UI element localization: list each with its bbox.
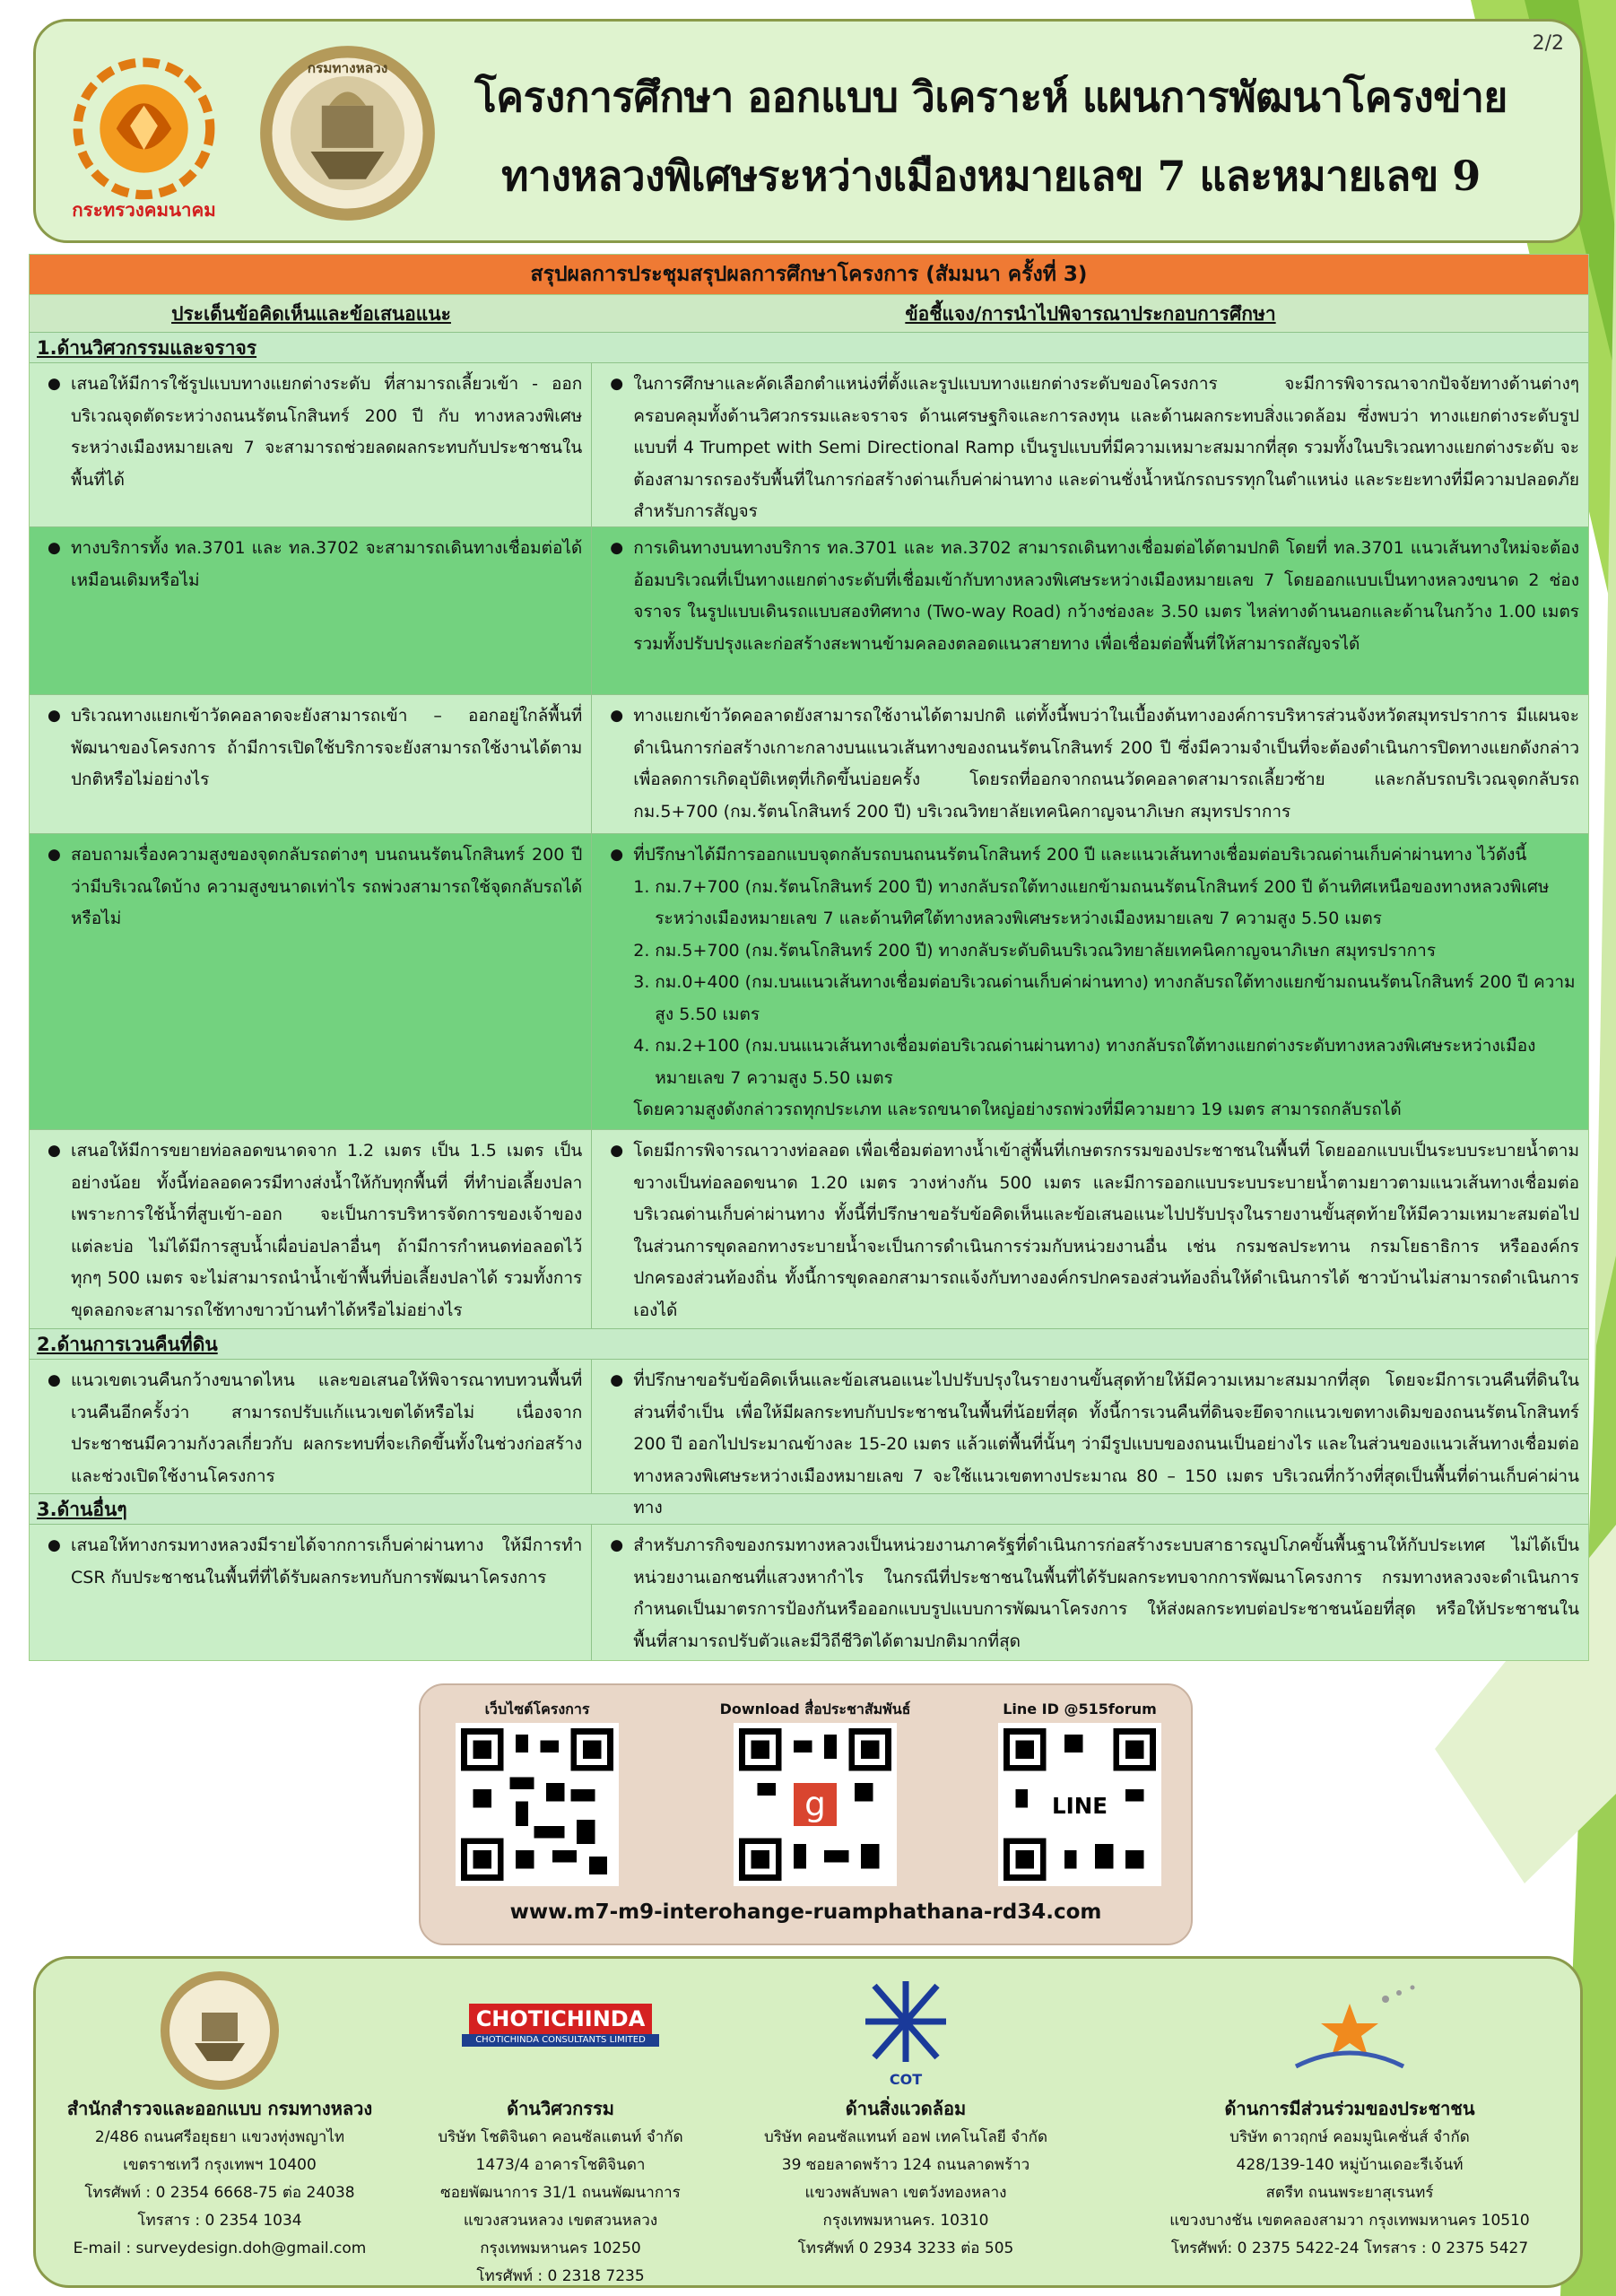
contact-line: บริษัท คอนซัลแทนท์ ออฟ เทคโนโลยี จำกัด	[763, 2128, 1048, 2146]
header-banner	[33, 19, 1583, 243]
contact-line: โทรศัพท์ : 0 2354 6668-75 ต่อ 24038	[84, 2184, 355, 2202]
contact-email[interactable]: E-mail : surveydesign.doh@gmail.com	[73, 2239, 367, 2257]
doh-emblem-icon	[256, 41, 439, 229]
ministry-emblem-label: กระทรวงคมนาคม	[72, 198, 216, 221]
response-text: ● ทางแยกเข้าวัดคอลาดยังสามารถใช้งานได้ตามปกติ แต่ทั้งนี้พบว่าในเบื้องต้นทางองค์การบริหารส่วนจังหวัดสมุทรปราการ มีแผนจะดำเนินการก่อสร้างเกาะกลางบนแนวเส้นทางของถนนรัตนโกสินทร์ 200 ปี ซึ่งมีความจำเป็นที่จะต้องดำเนินการปิดทางแยกดังกล่าว เพื่อลดการเกิดอุบัติเหตุที่เกิดขึ้นบ่อยครั้ง โดยรถที่ออกจากถนนวัดคอลาดสามารถเลี้ยวซ้าย และกลับรถบริเวณจุดกลับรถ กม.5+700 (กม.รัตนโกสินทร์ 200 ปี) บริเวณวิทยาลัยเทคนิคกาญจนาภิเษก สมุทรปราการ	[603, 700, 1579, 828]
qr-line-label: Line ID @515forum	[1003, 1700, 1157, 1718]
contact-doh-name: สำนักสำรวจและออกแบบ กรมทางหลวง	[66, 2098, 373, 2119]
contact-participation	[1130, 1968, 1569, 2263]
contact-engineering-title: ด้านวิศวกรรม	[507, 2098, 614, 2119]
contact-participation-title: ด้านการมีส่วนร่วมของประชาชน	[1224, 2098, 1475, 2119]
list-item: 2. กม.5+700 (กม.รัตนโกสินทร์ 200 ปี) ทางกลับระดับดินบริเวณวิทยาลัยเทคนิคกาญจนาภิเษก สมุทรปราการ	[633, 940, 1437, 961]
contact-line: แขวงพลับพลา เขตวังทองหลาง	[804, 2184, 1007, 2202]
comment-text: ● เสนอให้มีการขยายท่อลอดขนาดจาก 1.2 เมตร เป็น 1.5 เมตร เป็นอย่างน้อย ทั้งนี้ท่อลอดควรมีทางส่งน้ำให้กับทุกพื้นที่ ที่ทำบ่อเลี้ยงปลา เพราะการใช้น้ำที่สูบเข้า-ออก จะเป็นการบริหารจัดการของเจ้าของแต่ละบ่อ ไม่ได้มีการสูบน้ำเผื่อบ่อปลาอื่นๆ ถ้ามีการกำหนดท่อลอดไว้ทุกๆ 500 เมตร จะไม่สามารถนำน้ำเข้าพื้นที่บ่อเลี้ยงปลาได้ รวมทั้งการขุดลอกจะสามารถใช้ทางขาวบ้านทำได้หรือไม่อย่างไร	[40, 1135, 582, 1326]
contact-doh	[54, 1968, 386, 2263]
section-engineering-title: 1.ด้านวิศวกรรมและจราจร	[30, 332, 1588, 362]
daoruek-logo-icon	[1130, 1968, 1569, 2093]
doh-footer-emblem-icon	[54, 1968, 386, 2093]
contact-line: 428/139-140 หมู่บ้านเดอะรีเจ้นท์	[1236, 2156, 1464, 2174]
contact-line: กรุงเทพมหานคร. 10310	[822, 2212, 989, 2230]
qr-download-label: Download สื่อประชาสัมพันธ์	[719, 1700, 911, 1718]
comment-text: ● ทางบริการทั้ง ทล.3701 และ ทล.3702 จะสามารถเดินทางเชื่อมต่อได้เหมือนเดิมหรือไม่	[40, 533, 582, 596]
cot-logo-text: COT	[889, 2071, 923, 2088]
qr-code-icon	[456, 1723, 619, 1886]
table-title: สรุปผลการประชุมสรุปผลการศึกษาโครงการ (สัมมนา ครั้งที่ 3)	[30, 255, 1588, 294]
page-title	[421, 57, 1560, 215]
contact-line: 2/486 ถนนศรีอยุธยา แขวงทุ่งพญาไท	[94, 2128, 345, 2146]
qr-line[interactable]	[990, 1696, 1169, 1886]
qr-website[interactable]	[447, 1696, 627, 1886]
table-row	[30, 694, 1588, 833]
table-row	[30, 1524, 1588, 1660]
list-item: 4. กม.2+100 (กม.บนแนวเส้นทางเชื่อมต่อบริเวณด่านผ่านทาง) ทางกลับรถใต้ทางแยกต่างระดับทางหลวงพิเศษระหว่างเมืองหมายเลข 7 ความสูง 5.50 เมตร	[633, 1036, 1536, 1088]
ministry-emblem-icon	[52, 41, 236, 229]
chotichinda-logo	[413, 1968, 708, 2093]
response-text: ● ที่ปรึกษาขอรับข้อคิดเห็นและข้อเสนอแนะไปปรับปรุงในรายงานขั้นสุดท้ายให้มีความเหมาะสมมากที่สุด โดยจะมีการเวนคืนที่ดินในส่วนที่จำเป็น เพื่อให้มีผลกระทบกับประชาชนในพื้นที่น้อยที่สุด ทั้งนี้การเวนคืนที่ดินจะยึดจากแนวเขตทางเดิมของถนนรัตนโกสินทร์ 200 ปี ออกไปประมาณข้างละ 15-20 เมตร แล้วแต่พื้นที่นั้นๆ ว่ามีรูปแบบของถนนเป็นอย่างไร และในส่วนของแนวเส้นทางเชื่อมต่อทางหลวงพิเศษระหว่างเมืองหมายเลข 7 จะใช้แนวเขตทางประมาณ 80 – 150 เมตร บริเวณที่กว้างที่สุดเป็นพื้นที่ด่านเก็บค่าผ่านทาง	[603, 1365, 1579, 1525]
summary-table	[29, 254, 1589, 1661]
comment-text: ● แนวเขตเวนคืนกว้างขนาดไหน และขอเสนอให้พิจารณาทบทวนพื้นที่เวนคืนอีกครั้งว่า สามารถปรับแก้แนวเขตได้หรือไม่ เนื่องจากประชาชนมีความกังวลเกี่ยวกับ ผลกระทบที่จะเกิดขึ้นทั้งในช่วงก่อสร้างและช่วงเปิดใช้งานโครงการ	[40, 1365, 582, 1492]
page-number: 2/2	[1532, 32, 1564, 55]
table-row	[30, 833, 1588, 1129]
comment-text: ● เสนอให้มีการใช้รูปแบบทางแยกต่างระดับ ที่สามารถเลี้ยวเข้า - ออก บริเวณจุดตัดระหว่างถนนรัตนโกสินทร์ 200 ปี กับ ทางหลวงพิเศษระหว่างเมืองหมายเลข 7 จะสามารถช่วยลดผลกระทบกับประชาชนในพื้นที่ได้	[40, 369, 582, 496]
response-footer: โดยความสูงดังกล่าวรถทุกประเภท และรถขนาดใหญ่อย่างรถพ่วงที่มีความยาว 19 เมตร สามารถกลับรถได้	[633, 1100, 1402, 1119]
list-item: 3. กม.0+400 (กม.บนแนวเส้นทางเชื่อมต่อบริเวณด่านเก็บค่าผ่านทาง) ทางกลับรถใต้ทางแยกข้ามถนนรัตนโกสินทร์ 200 ปี ความสูง 5.50 เมตร	[633, 972, 1576, 1024]
contact-line: โทรสาร : 0 2354 1034	[137, 2212, 302, 2230]
contact-line: โทรศัพท์ : 0 2318 7235	[476, 2267, 645, 2285]
contact-line: กรุงเทพมหานคร 10250	[480, 2239, 641, 2257]
contact-line: แขวงบางชัน เขตคลองสามวา กรุงเทพมหานคร 10510	[1169, 2212, 1530, 2230]
table-row	[30, 362, 1588, 526]
section-other-title: 3.ด้านอื่นๆ	[30, 1493, 1588, 1524]
response-text: ● การเดินทางบนทางบริการ ทล.3701 และ ทล.3702 สามารถเดินทางเชื่อมต่อได้ตามปกติ โดยที่ ทล.3701 แนวเส้นทางใหม่จะต้องอ้อมบริเวณที่เป็นทางแยกต่างระดับที่เชื่อมเข้ากับทางหลวงพิเศษระหว่างเมืองหมายเลข 7 โดยออกแบบเป็นทางหลวงขนาด 2 ช่องจราจร ในรูปแบบเดินรถแบบสองทิศทาง (Two-way Road) กว้างช่องละ 3.50 เมตร ไหล่ทางด้านนอกและด้านในกว้าง 1.00 เมตร รวมทั้งปรับปรุงและก่อสร้างสะพานข้ามคลองตลอดแนวสายทาง เพื่อเชื่อมต่อพื้นที่ให้สามารถสัญจรได้	[603, 533, 1579, 660]
comment-text: ● บริเวณทางแยกเข้าวัดคอลาดจะยังสามารถเข้า – ออกอยู่ใกล้พื้นที่พัฒนาของโครงการ ถ้ามีการเปิดใช้บริการจะยังสามารถใช้งานได้ตามปกติหรือไม่อย่างไร	[40, 700, 582, 796]
contact-line: บริษัท ดาวฤกษ์ คอมมูนิเคชั่นส์ จำกัด	[1229, 2128, 1470, 2146]
comment-text: ● สอบถามเรื่องความสูงของจุดกลับรถต่างๆ บนถนนรัตนโกสินทร์ 200 ปี ว่ามีบริเวณใดบ้าง ความสูงขนาดเท่าไร รถพ่วงสามารถใช้จุดกลับรถได้หรือไม่	[40, 839, 582, 935]
cot-logo-icon	[731, 1968, 1081, 2093]
footer-contacts	[33, 1956, 1583, 2288]
response-text: ● โดยมีการพิจารณาวางท่อลอด เพื่อเชื่อมต่อทางน้ำเข้าสู่พื้นที่เกษตรกรรมของประชาชนในพื้นที่ โดยออกแบบเป็นระบบระบายน้ำตามขวางเป็นท่อลอดขนาด 1.20 เมตร วางห่างกัน 500 เมตร และมีการออกแบบระบบระบายน้ำตามยาวตามแนวเส้นทางเชื่อมต่อบริเวณด่านเก็บค่าผ่านทาง ทั้งนี้ที่ปรึกษาขอรับข้อคิดเห็นและข้อเสนอแนะไปปรับปรุงในรายงานขั้นสุดท้ายให้มีความเหมาะสมต่อไป ในส่วนการขุดลอกทางระบายน้ำจะเป็นการดำเนินการร่วมกับหน่วยงานอื่น เช่น กรมชลประทาน กรมโยธาธิการ หรือองค์กรปกครองส่วนท้องถิ่น ทั้งนี้การขุดลอกสามารถแจ้งกับทางองค์กรปกครองส่วนท้องถิ่นให้ดำเนินการได้ ชาวบ้านไม่สามารถดำเนินการเองได้	[603, 1135, 1579, 1326]
contact-line: เขตราชเทวี กรุงเทพฯ 10400	[123, 2156, 317, 2174]
line-badge-text: LINE	[1052, 1793, 1108, 1820]
column-header-comments: ประเด็นข้อคิดเห็นและข้อเสนอแนะ	[171, 303, 451, 325]
list-item: 1. กม.7+700 (กม.รัตนโกสินทร์ 200 ปี) ทางกลับรถใต้ทางแยกข้ามถนนรัตนโกสินทร์ 200 ปี ด้านทิศเหนือของทางหลวงพิเศษระหว่างเมืองหมายเลข 7 และด้านทิศใต้ทางหลวงพิเศษระหว่างเมืองหมายเลข 7 ความสูง 5.50 เมตร	[633, 876, 1550, 928]
contact-line: บริษัท โชติจินดา คอนซัลแตนท์ จำกัด	[438, 2128, 683, 2146]
svg-text:g: g	[804, 1784, 826, 1824]
contact-environment-title: ด้านสิ่งแวดล้อม	[845, 2098, 967, 2119]
qr-code-line-icon	[998, 1723, 1161, 1886]
contact-line: แขวงสวนหลวง เขตสวนหลวง	[463, 2212, 658, 2230]
qr-website-label: เว็บไซต์โครงการ	[484, 1700, 590, 1718]
qr-code-google-plus-icon	[734, 1723, 897, 1886]
chotichinda-logo-text: CHOTICHINDA	[469, 2004, 653, 2034]
section-land-title: 2.ด้านการเวนคืนที่ดิน	[30, 1328, 1588, 1359]
table-row	[30, 526, 1588, 694]
contact-engineering	[413, 1968, 708, 2291]
response-text: ● สำหรับภารกิจของกรมทางหลวงเป็นหน่วยงานภาครัฐที่ดำเนินการก่อสร้างระบบสาธารณูปโภคขั้นพื้นฐานให้กับประเทศ ไม่ได้เป็นหน่วยงานเอกชนที่แสวงหากำไร ในกรณีที่ประชาชนในพื้นที่ได้รับผลกระทบจากการพัฒนาโครงการ กรมทางหลวงจะดำเนินการกำหนดเป็นมาตรการป้องกันหรือออกแบบรูปแบบการพัฒนาโครงการ ให้ส่งผลกระทบต่อประชาชนน้อยที่สุด หรือให้ประชาชนในพื้นที่สามารถปรับตัวและมีวิถีชีวิตได้ตามปกติมากที่สุด	[603, 1530, 1579, 1657]
contact-line: ซอยพัฒนาการ 31/1 ถนนพัฒนาการ	[440, 2184, 681, 2202]
contact-line: โทรศัพท์: 0 2375 5422-24 โทรสาร : 0 2375 5427	[1170, 2239, 1529, 2257]
comment-text: ● เสนอให้ทางกรมทางหลวงมีรายได้จากการเก็บค่าผ่านทาง ให้มีการทำ CSR กับประชาชนในพื้นที่ที่ได้รับผลกระทบกับการพัฒนาโครงการ	[40, 1530, 582, 1594]
contact-line: 39 ซอยลาดพร้าว 124 ถนนลาดพร้าว	[781, 2156, 1030, 2174]
table-row	[30, 1129, 1588, 1328]
contact-line: โทรศัพท์ 0 2934 3233 ต่อ 505	[797, 2239, 1014, 2257]
contact-environment	[731, 1968, 1081, 2263]
doh-emblem-label: กรมทางหลวง	[307, 59, 388, 76]
qr-code-panel	[419, 1683, 1193, 1945]
contact-line: สตรีท ถนนพระยาสุเรนทร์	[1265, 2184, 1434, 2202]
response-text: ● ในการศึกษาและคัดเลือกตำแหน่งที่ตั้งและรูปแบบทางแยกต่างระดับของโครงการ จะมีการพิจารณาจากปัจจัยทางด้านต่างๆ ครอบคลุมทั้งด้านวิศวกรรมและจราจร ด้านเศรษฐกิจและการลงทุน และด้านผลกระทบสิ่งแวดล้อม ซึ่งพบว่า ทางแยกต่างระดับรูปแบบที่ 4 Trumpet with Semi Directional Ramp เป็นรูปแบบที่มีความเหมาะสมมากที่สุด รวมทั้งในบริเวณทางแยกต่างระดับ จะต้องสามารถรองรับพื้นที่ในการก่อสร้างด่านเก็บค่าผ่านทาง และด่านชั่งน้ำหนักรถบรรทุกในตำแหน่ง และระยะทางที่มีความปลอดภัยสำหรับการสัญจร	[603, 369, 1579, 528]
title-line-2: ทางหลวงพิเศษระหว่างเมืองหมายเลข 7 และหมายเลข 9	[501, 152, 1481, 200]
table-header	[30, 294, 1588, 332]
qr-download[interactable]	[717, 1696, 914, 1886]
response-text: ● ที่ปรึกษาได้มีการออกแบบจุดกลับรถบนถนนรัตนโกสินทร์ 200 ปี และแนวเส้นทางเชื่อมต่อบริเวณด่านเก็บค่าผ่านทาง ไว้ดังนี้	[603, 839, 1579, 872]
title-line-1: โครงการศึกษา ออกแบบ วิเคราะห์ แผนการพัฒนาโครงข่าย	[474, 73, 1507, 121]
column-header-responses: ข้อชี้แจง/การนำไปพิจารณาประกอบการศึกษา	[905, 303, 1276, 325]
contact-line: 1473/4 อาคารโชติจินดา	[475, 2156, 646, 2174]
project-url-link[interactable]: www.m7-m9-interohange-ruamphathana-rd34.com	[509, 1900, 1102, 1924]
chotichinda-logo-subtext: CHOTICHINDA CONSULTANTS LIMITED	[462, 2034, 659, 2047]
